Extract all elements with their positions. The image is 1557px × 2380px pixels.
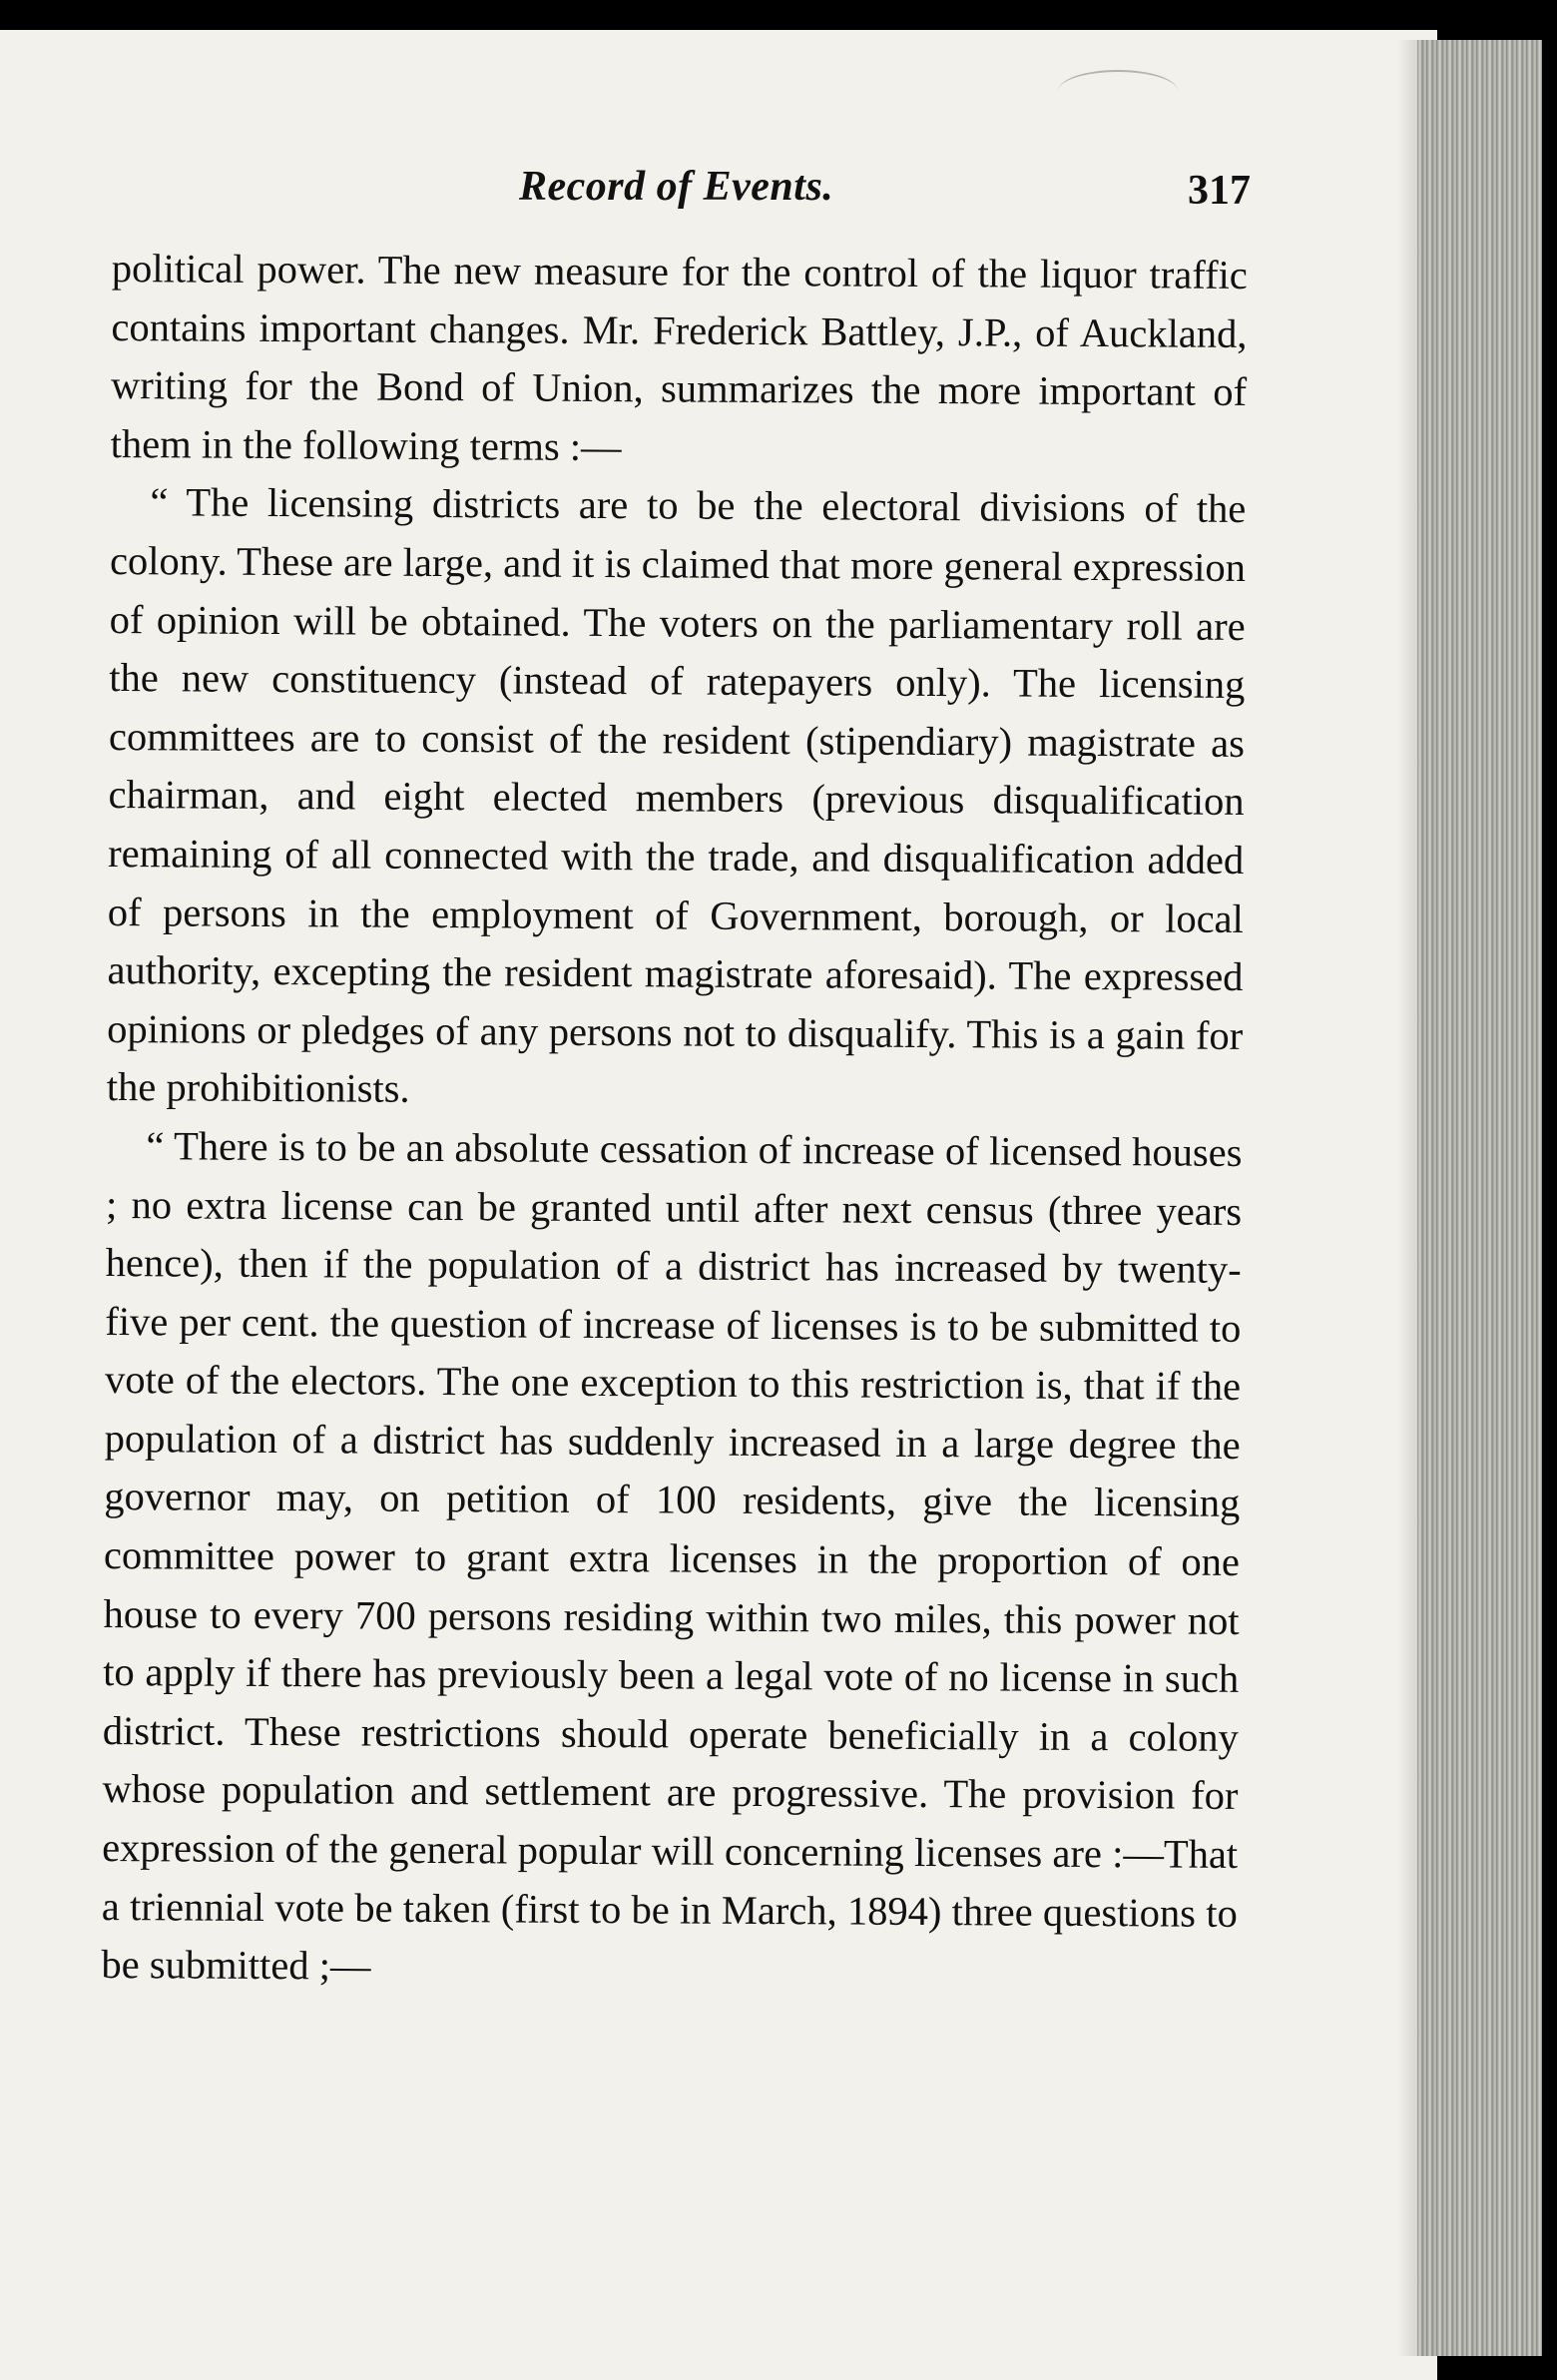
paragraph-3: “ There is to be an absolute cessation of increase of licensed houses ; no extra license can be granted until after next census (three years hence), then if the population of a district has increased by twenty-five per cent. the question of increase of licenses is to be submitted to vote of the electors. The one exception to this restriction is, that if the population of a district has suddenly increased in a large degree the governor may, on petition of 100 residents, give the licensing committee power to grant extra licenses in the proportion of one house to every 700 persons residing within two miles, this power not to apply if there has previously been a legal vote of no license in such district. These restrictions should operate beneficially in a colony whose population and settlement are progressive. The provision for expression of the general popular will concerning licenses are :—That a triennial vote be taken (first to be in March, 1894) three questions to be submitted ;—	[101, 1123, 1243, 1989]
page-number: 317	[1188, 168, 1251, 214]
page-header	[90, 155, 1288, 235]
paragraph-1: political power. The new measure for the control of the liquor traffic contains important changes. Mr. Frederick Battley, J.P., of Auckland, writing for the Bond of Union, summarizes the more important of them in the following terms :—	[110, 245, 1248, 469]
book-page-edges	[1417, 40, 1542, 2356]
book-page	[0, 30, 1437, 2380]
paragraph-2: “ The licensing districts are to be the electoral divisions of the colony. These are large, and it is claimed that more general expression of opinion will be obtained. The voters on the parliamentary roll are the new constituency (instead of ratepayers only). The licensing committees are to consist of the resident (stipendiary) magistrate as chairman, and eight elected members (previous disqualification remaining of all connected with the trade, and disqualification added of persons in the employment of Government, borough, or local authority, excepting the resident magistrate aforesaid). The expressed opinions or pledges of any persons not to disqualify. This is a gain for the prohibitionists.	[106, 479, 1247, 1112]
running-head: Record of Events.	[519, 164, 834, 210]
scan-mark	[1058, 70, 1178, 112]
body-text	[101, 240, 1248, 2002]
